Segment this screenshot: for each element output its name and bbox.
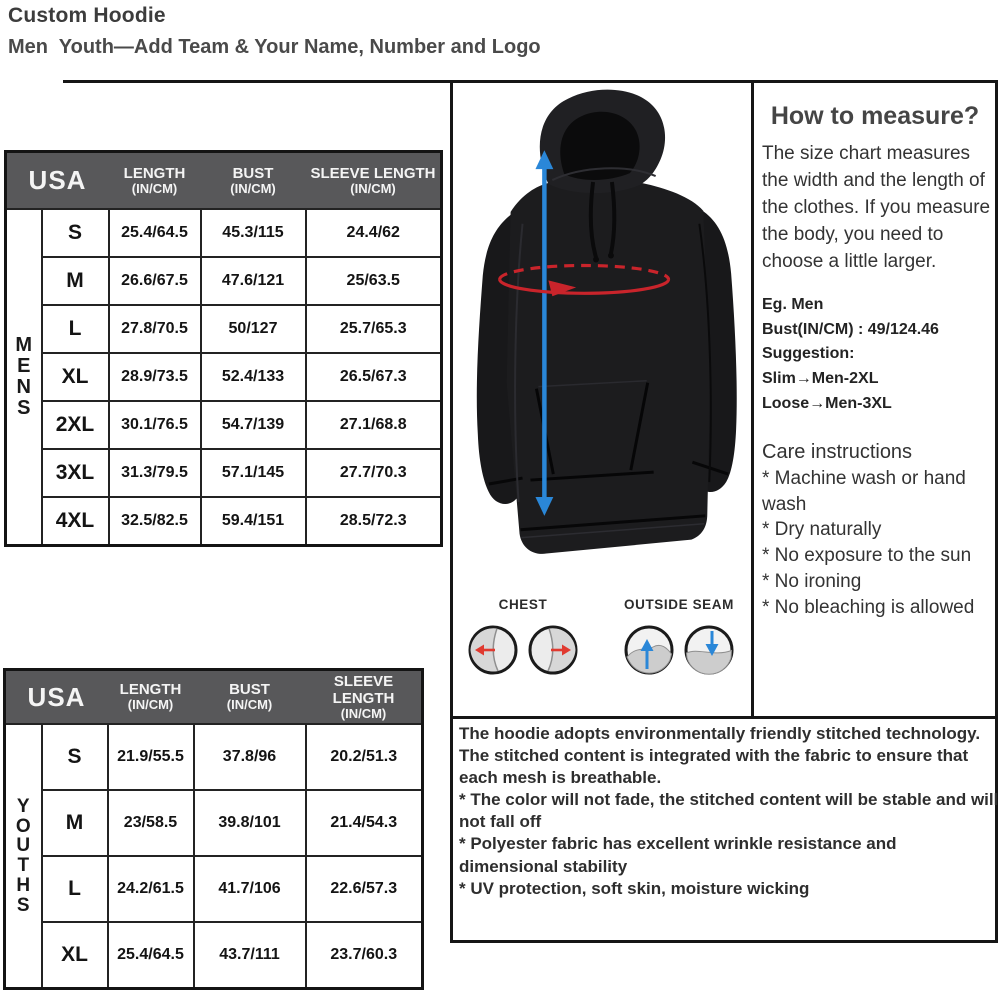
- length-value-cell: 28.9/73.5: [109, 353, 201, 401]
- size-label-cell: L: [42, 305, 109, 353]
- length-value-cell: 24.2/61.5: [108, 856, 194, 922]
- how-to-measure-panel: [756, 84, 994, 714]
- table-row: [5, 856, 423, 922]
- stitch-bullet: * The color will not fade, the stitched content will be stable and will not fall off: [459, 790, 999, 832]
- table-row: [5, 724, 423, 790]
- table-row: [6, 401, 442, 449]
- sleeve-value-cell: 27.7/70.3: [306, 449, 442, 497]
- length-value-cell: 27.8/70.5: [109, 305, 201, 353]
- care-item: * Dry naturally: [762, 519, 882, 541]
- mens-size-table: [4, 150, 443, 547]
- bust-value-cell: 41.7/106: [194, 856, 306, 922]
- example-line: Eg. Men: [762, 295, 824, 313]
- outside-seam-icon-group: [613, 597, 745, 676]
- bust-value-cell: 43.7/111: [194, 922, 306, 989]
- care-instructions-title: Care instructions: [762, 440, 913, 463]
- measure-description: The size chart measures the width and the length of the clothes. If you measure the body, you need to choose a little larger.: [762, 143, 991, 272]
- size-label-cell: XL: [42, 922, 108, 989]
- table-row: [6, 449, 442, 497]
- outside-seam-label: OUTSIDE SEAM: [624, 597, 734, 612]
- chest-icon-group: [461, 597, 585, 676]
- example-line: Slim→Men-2XL: [762, 370, 879, 388]
- bust-value-cell: 39.8/101: [194, 790, 306, 856]
- table-header-row: [6, 152, 442, 210]
- sleeve-value-cell: 27.1/68.8: [306, 401, 442, 449]
- sleeve-value-cell: 21.4/54.3: [306, 790, 423, 856]
- bust-value-cell: 45.3/115: [201, 209, 306, 257]
- length-value-cell: 30.1/76.5: [109, 401, 201, 449]
- size-label-cell: L: [42, 856, 108, 922]
- sleeve-header: SLEEVE LENGTH (IN/CM): [306, 670, 423, 725]
- seam-arrow-up-icon: [623, 624, 675, 676]
- sleeve-value-cell: 23.7/60.3: [306, 922, 423, 989]
- sleeve-value-cell: 25.7/65.3: [306, 305, 442, 353]
- page-title: Custom Hoodie: [8, 4, 166, 27]
- stitch-bullet: * UV protection, soft skin, moisture wicking: [459, 878, 810, 898]
- sleeve-value-cell: 26.5/67.3: [306, 353, 442, 401]
- example-line: Suggestion:: [762, 345, 855, 363]
- bust-value-cell: 47.6/121: [201, 257, 306, 305]
- chest-arrow-left-icon: [467, 624, 519, 676]
- table-row: [6, 497, 442, 546]
- table-row: [6, 305, 442, 353]
- size-label-cell: S: [42, 209, 109, 257]
- care-item: * Machine wash or hand wash: [762, 467, 966, 515]
- length-value-cell: 25.4/64.5: [109, 209, 201, 257]
- bust-value-cell: 52.4/133: [201, 353, 306, 401]
- length-value-cell: 25.4/64.5: [108, 922, 194, 989]
- length-value-cell: 21.9/55.5: [108, 724, 194, 790]
- usa-header: USA: [6, 152, 109, 210]
- youths-size-table: [3, 668, 424, 990]
- seam-arrow-down-icon: [683, 624, 735, 676]
- size-label-cell: 3XL: [42, 449, 109, 497]
- mens-vertical-label: M E N S: [6, 209, 42, 546]
- chest-label: CHEST: [498, 597, 548, 612]
- size-label-cell: M: [42, 790, 108, 856]
- table-row: [6, 257, 442, 305]
- size-label-cell: S: [42, 724, 108, 790]
- length-value-cell: 31.3/79.5: [109, 449, 201, 497]
- bust-value-cell: 50/127: [201, 305, 306, 353]
- size-label-cell: 4XL: [42, 497, 109, 546]
- stitch-description: The hoodie adopts environmentally friendly stitched technology. The stitched content is integrated with the fabric to ensure that each mesh is breathable.: [459, 724, 981, 788]
- bust-value-cell: 59.4/151: [201, 497, 306, 546]
- sleeve-value-cell: 28.5/72.3: [306, 497, 442, 546]
- measurement-icons-strip: [453, 597, 751, 712]
- sleeve-value-cell: 22.6/57.3: [306, 856, 423, 922]
- size-label-cell: XL: [42, 353, 109, 401]
- page-subtitle: Men Youth—Add Team & Your Name, Number and Logo: [8, 36, 541, 58]
- example-line: Bust(IN/CM) : 49/124.46: [762, 320, 939, 338]
- care-item: * No exposure to the sun: [762, 545, 972, 567]
- length-header: LENGTH (IN/CM): [109, 152, 201, 210]
- sleeve-value-cell: 25/63.5: [306, 257, 442, 305]
- care-item: * No ironing: [762, 571, 862, 593]
- usa-header: USA: [5, 670, 108, 725]
- table-header-row: [5, 670, 423, 725]
- sleeve-value-cell: 24.4/62: [306, 209, 442, 257]
- bust-value-cell: 37.8/96: [194, 724, 306, 790]
- bust-header: BUST (IN/CM): [201, 152, 306, 210]
- table-row: [5, 790, 423, 856]
- table-row: [6, 209, 442, 257]
- bust-header: BUST (IN/CM): [194, 670, 306, 725]
- bust-value-cell: 54.7/139: [201, 401, 306, 449]
- measure-example-block: [762, 293, 994, 417]
- example-line: Loose→Men-3XL: [762, 395, 892, 413]
- length-header: LENGTH (IN/CM): [108, 670, 194, 725]
- table-row: [5, 922, 423, 989]
- length-value-cell: 32.5/82.5: [109, 497, 201, 546]
- chest-arrow-right-icon: [527, 624, 579, 676]
- stitch-bullet: * Polyester fabric has excellent wrinkle resistance and dimensional stability: [459, 834, 897, 876]
- measure-title: How to measure?: [770, 102, 980, 130]
- care-item: * No bleaching is allowed: [762, 596, 975, 618]
- length-value-cell: 26.6/67.5: [109, 257, 201, 305]
- table-row: [6, 353, 442, 401]
- frame-line-panel-divider: [751, 80, 754, 719]
- size-label-cell: M: [42, 257, 109, 305]
- fabric-info-box: [453, 719, 1000, 941]
- length-value-cell: 23/58.5: [108, 790, 194, 856]
- hoodie-body: [477, 183, 737, 554]
- hoodie-image: [453, 83, 751, 595]
- size-label-cell: 2XL: [42, 401, 109, 449]
- sleeve-value-cell: 20.2/51.3: [306, 724, 423, 790]
- bust-value-cell: 57.1/145: [201, 449, 306, 497]
- youths-vertical-label: Y O U T H S: [5, 724, 42, 989]
- sleeve-header: SLEEVE LENGTH (IN/CM): [306, 152, 442, 210]
